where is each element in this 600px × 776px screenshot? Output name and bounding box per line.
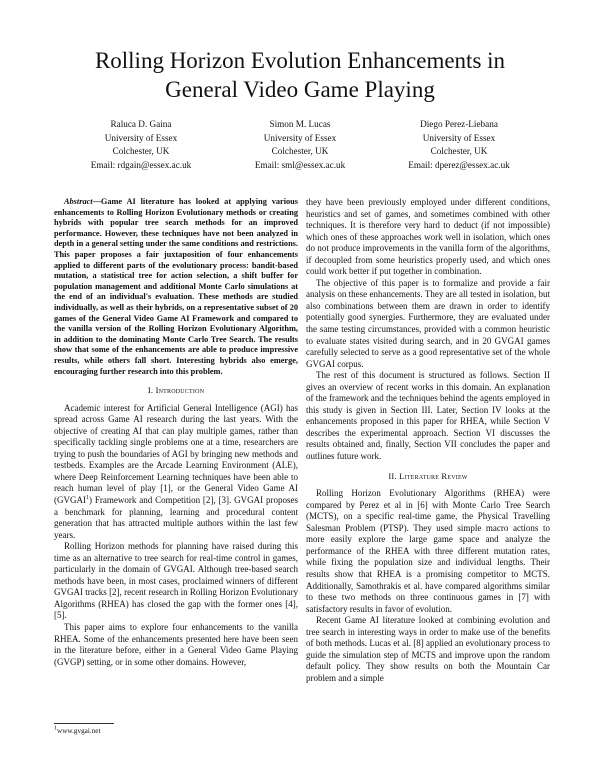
author-affiliation: University of Essex [263,132,337,143]
section-heading-literature-review: II. Literature Review [388,470,468,481]
footnote-text: www.gvgai.net [57,727,101,735]
author-location: Colchester, UK [271,146,329,156]
author-3 [384,118,534,172]
paper-title [40,46,560,104]
author-affiliation: University of Essex [104,132,178,143]
author-email: Email: rdgain@essex.ac.uk [90,159,192,170]
author-location: Colchester, UK [112,146,170,156]
section-heading-introduction: I. Introduction [147,385,205,396]
right-paragraph-2: The objective of this paper is to formalize and provide a fair analysis on these enhancements. They are all tested in isolation, but also combinations between them are drawn in order to identify potentially good synergies. Furthermore, they are evaluated under the same testing circumstances, provided with a common heuristic to evaluate states visited during search, and in 20 GVGAI games carefully selected to serve as a good representative set of the whole GVGAI corpus. [306,277,550,369]
author-2 [225,118,375,172]
author-name: Diego Perez-Liebana [420,119,498,129]
abstract-label: Abstract [64,197,93,206]
literature-paragraph-1: Rolling Horizon Evolutionary Algorithms (RHEA) were compared by Perez et al in [6] with Monte Carlo Tree Search (MCTS), on a specific real-time game, the Physical Travelling Salesman Problem (PTSP). They used simple macro actions to more easily explore the large game space and analyze the performance of the RHEA with three different mutation rates, while fixing the population size and individual lengths. Their results show that RHEA is a promising competitor to MCTS. Additionally, Samothrakis et al. have compared algorithms similar to these two methods on three continuous games in [7] with satisfactory results in favor of evolution. [306,488,550,614]
author-block [66,118,534,172]
title-line-1: Rolling Horizon Evolution Enhancements in [94,48,506,73]
intro-paragraph-3: This paper aims to explore four enhancements to the vanilla RHEA. Some of the enhancements presented here have been seen in the literature before, either in a General Video Game Playing (GVGP) setting, or in some other domains. However, [54,622,298,667]
right-column [306,197,550,684]
author-affiliation: University of Essex [422,132,496,143]
intro-p1-end: ) Framework and Competition [2], [3]. GVGAI proposes a benchmark for planning, learning and procedural content generation that has attracted multiple authors within the last few years. [54,495,298,540]
author-1 [66,118,216,172]
author-email: Email: sml@essex.ac.uk [254,159,346,170]
author-email: Email: dperez@essex.ac.uk [408,159,510,170]
intro-paragraph-2: Rolling Horizon methods for planning have raised during this time as an alternative to tree search for real-time control in games, particularly in the domain of GVGAI. Although tree-based search methods have been, in most cases, proclaimed winners of different GVGAI tracks [2], recent research in Rolling Horizon Evolutionary Algorithms (RHEA) has closed the gap with the former ones [4], [5]. [54,541,298,621]
right-paragraph-3: The rest of this document is structured as follows. Section II gives an overview of recent works in this domain. An explanation of the framework and the techniques behind the agents employed in this study is given in Section III. Later, Section IV looks at the enhancements proposed in this paper for RHEA, while Section V describes the experimental approach. Section VI discusses the results obtained and, finally, Section VII concludes the paper and outlines future work. [306,370,550,462]
author-name: Simon M. Lucas [269,119,331,129]
abstract-text: —Game AI literature has looked at applying various enhancements to Rolling Horizon Evolutionary methods or creating hybrids with popular tree search methods for an improved performance. However, these techniques have not been analyzed in depth in a general setting under the same conditions and restrictions. This paper proposes a fair juxtaposition of four enhancements applied to different parts of the evolutionary process: bandit-based mutation, a statistical tree for action selection, a shift buffer for population management and additional Monte Carlo simulations at the end of an individual's evaluation. These methods are studied individually, as well as their hybrids, on a representative subset of 20 games of the General Video Game AI Framework and compared to the vanilla version of the Rolling Horizon Evolutionary Algorithm, in addition to the dominating Monte Carlo Tree Search. The results show that some of the enhancements are able to produce impressive results, while others fall short. Interesting hybrids also emerge, encouraging further research into this problem. [54,197,298,376]
intro-p1-text: Academic interest for Artificial General Intelligence (AGI) has spread across Game AI research during the last years. With the objective of creating AI that can play multiple games, rather than specifically tackling single problems one at a time, researchers are trying to push the boundaries of AGI by bringing new methods and testbeds. Examples are the Arcade Learning Environment (ALE), where Deep Reinforcement Learning techniques have been able to reach human level of play [1], or the General Video Game AI (GVGAI [54,402,298,506]
literature-paragraph-2: Recent Game AI literature looked at combining evolution and tree search in interesting ways in order to make use of the benefits of both methods. Lucas et al. [8] applied an evolutionary process to guide the simulation step of MCTS and improve upon the random default policy. They show results on both the Mountain Car problem and a simple [306,615,550,683]
right-paragraph-1: they have been previously employed under different conditions, heuristics and set of games, and sometimes combined with other techniques. It is therefore very hard to deduct (if not impossible) which ones of these approaches work well in isolation, which ones do not produce improvements in the vanilla form of the algorithms, if decoupled from some heuristics properly used, and which ones could work better if put together in combination. [306,197,550,277]
title-line-2: General Video Game Playing [165,77,435,102]
author-name: Raluca D. Gaina [110,119,172,129]
footnote-mark: 1 [54,725,57,732]
footnote-divider [54,723,114,724]
author-location: Colchester, UK [430,146,488,156]
intro-paragraph-1 [54,403,298,542]
abstract [54,197,298,377]
footnote [54,727,100,735]
left-column [54,197,298,668]
footnote-ref: 1 [86,495,89,502]
